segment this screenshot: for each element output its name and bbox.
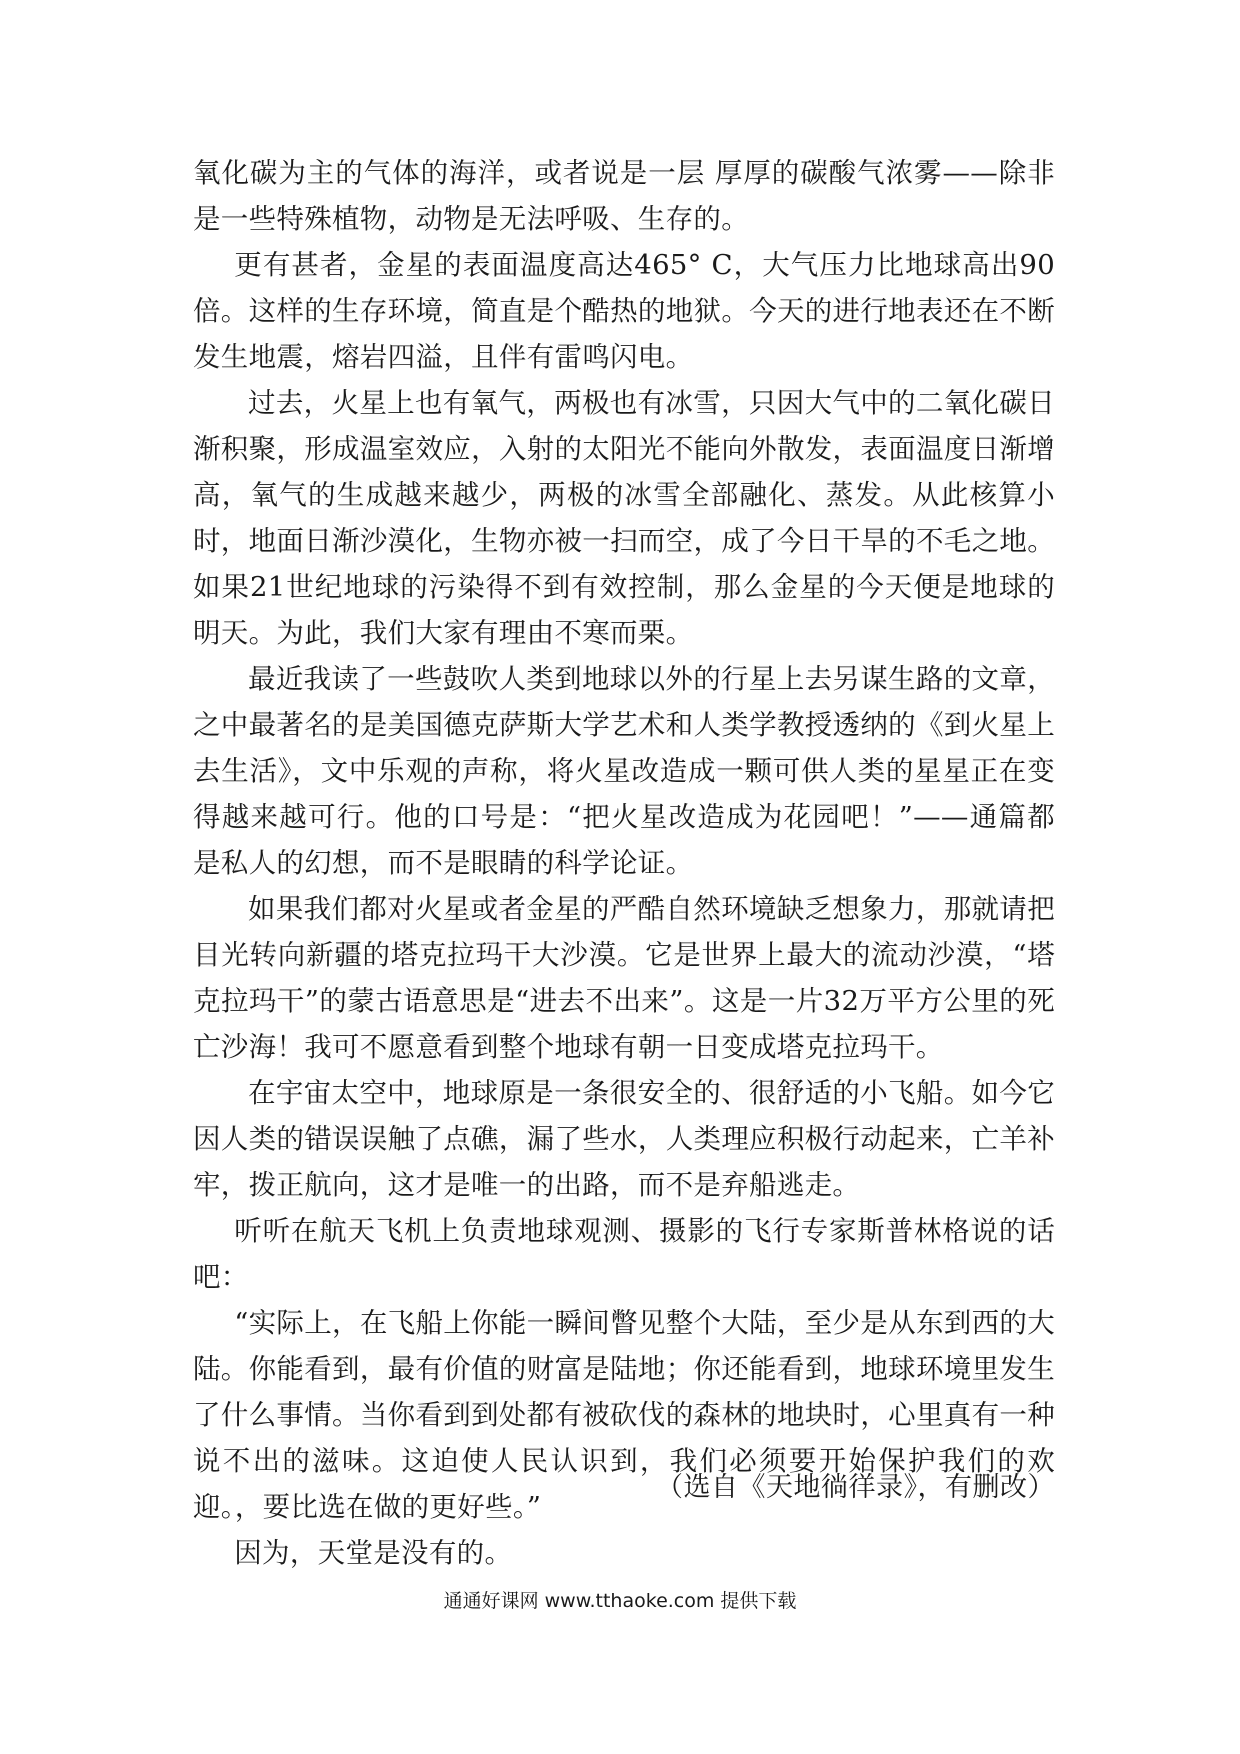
- article-body: [193, 150, 1055, 1576]
- footer-download-note: 通通好课网 www.tthaoke.com 提供下载: [443, 1590, 797, 1612]
- paragraph-2: 更有甚者，金星的表面温度高达465° C，大气压力比地球高出90倍。这样的生存环境，简直是个酷热的地狱。今天的进行地表还在不断发生地震，熔岩四溢，且伴有雷鸣闪电。: [193, 249, 1055, 373]
- closing-paragraph: 因为，天堂是没有的。: [234, 1537, 513, 1569]
- paragraph-3: 过去，火星上也有氧气，两极也有冰雪，只因大气中的二氧化碳日渐积聚，形成温室效应，入射的太阳光不能向外散发，表面温度日渐增高，氧气的生成越来越少，两极的冰雪全部融化、蒸发。从此核算小时，地面日渐沙漠化，生物亦被一扫而空，成了今日干旱的不毛之地。如果21世纪地球的污染得不到有效控制，那么金星的今天便是地球的明天。为此，我们大家有理由不寒而栗。: [193, 387, 1055, 649]
- quote-paragraph: “实际上，在飞船上你能一瞬间瞥见整个大陆，至少是从东到西的大陆。你能看到，最有价值的财富是陆地；你还能看到，地球环境里发生了什么事情。当你看到到处都有被砍伐的森林的地块时，心里真有一种说不出的滋味。这迫使人民认识到，我们必须要开始保护我们的欢迎。，要比选在做的更好些。”: [193, 1307, 1055, 1523]
- paragraph-7: 听听在航天飞机上负责地球观测、摄影的飞行专家斯普林格说的话吧：: [193, 1215, 1055, 1293]
- source-citation: （选自《天地徜徉录》，有删改）: [656, 1472, 1055, 1503]
- paragraph-4: 最近我读了一些鼓吹人类到地球以外的行星上去另谋生路的文章，之中最著名的是美国德克萨斯大学艺术和人类学教授透纳的《到火星上去生活》，文中乐观的声称，将火星改造成一颗可供人类的星星正在变得越来越可行。他的口号是：“把火星改造成为花园吧！”——通篇都是私人的幻想，而不是眼睛的科学论证。: [193, 663, 1055, 879]
- paragraph-5: 如果我们都对火星或者金星的严酷自然环境缺乏想象力，那就请把目光转向新疆的塔克拉玛干大沙漠。它是世界上最大的流动沙漠，“塔克拉玛干”的蒙古语意思是“进去不出来”。这是一片32万平方公里的死亡沙海！我可不愿意看到整个地球有朝一日变成塔克拉玛干。: [193, 893, 1055, 1063]
- paragraph-6: 在宇宙太空中，地球原是一条很安全的、很舒适的小飞船。如今它因人类的错误误触了点礁，漏了些水，人类理应积极行动起来，亡羊补牢，拨正航向，这才是唯一的出路，而不是弃船逃走。: [193, 1077, 1055, 1201]
- paragraph-1: 氧化碳为主的气体的海洋，或者说是一层 厚厚的碳酸气浓雾——除非是一些特殊植物，动物是无法呼吸、生存的。: [193, 157, 1055, 235]
